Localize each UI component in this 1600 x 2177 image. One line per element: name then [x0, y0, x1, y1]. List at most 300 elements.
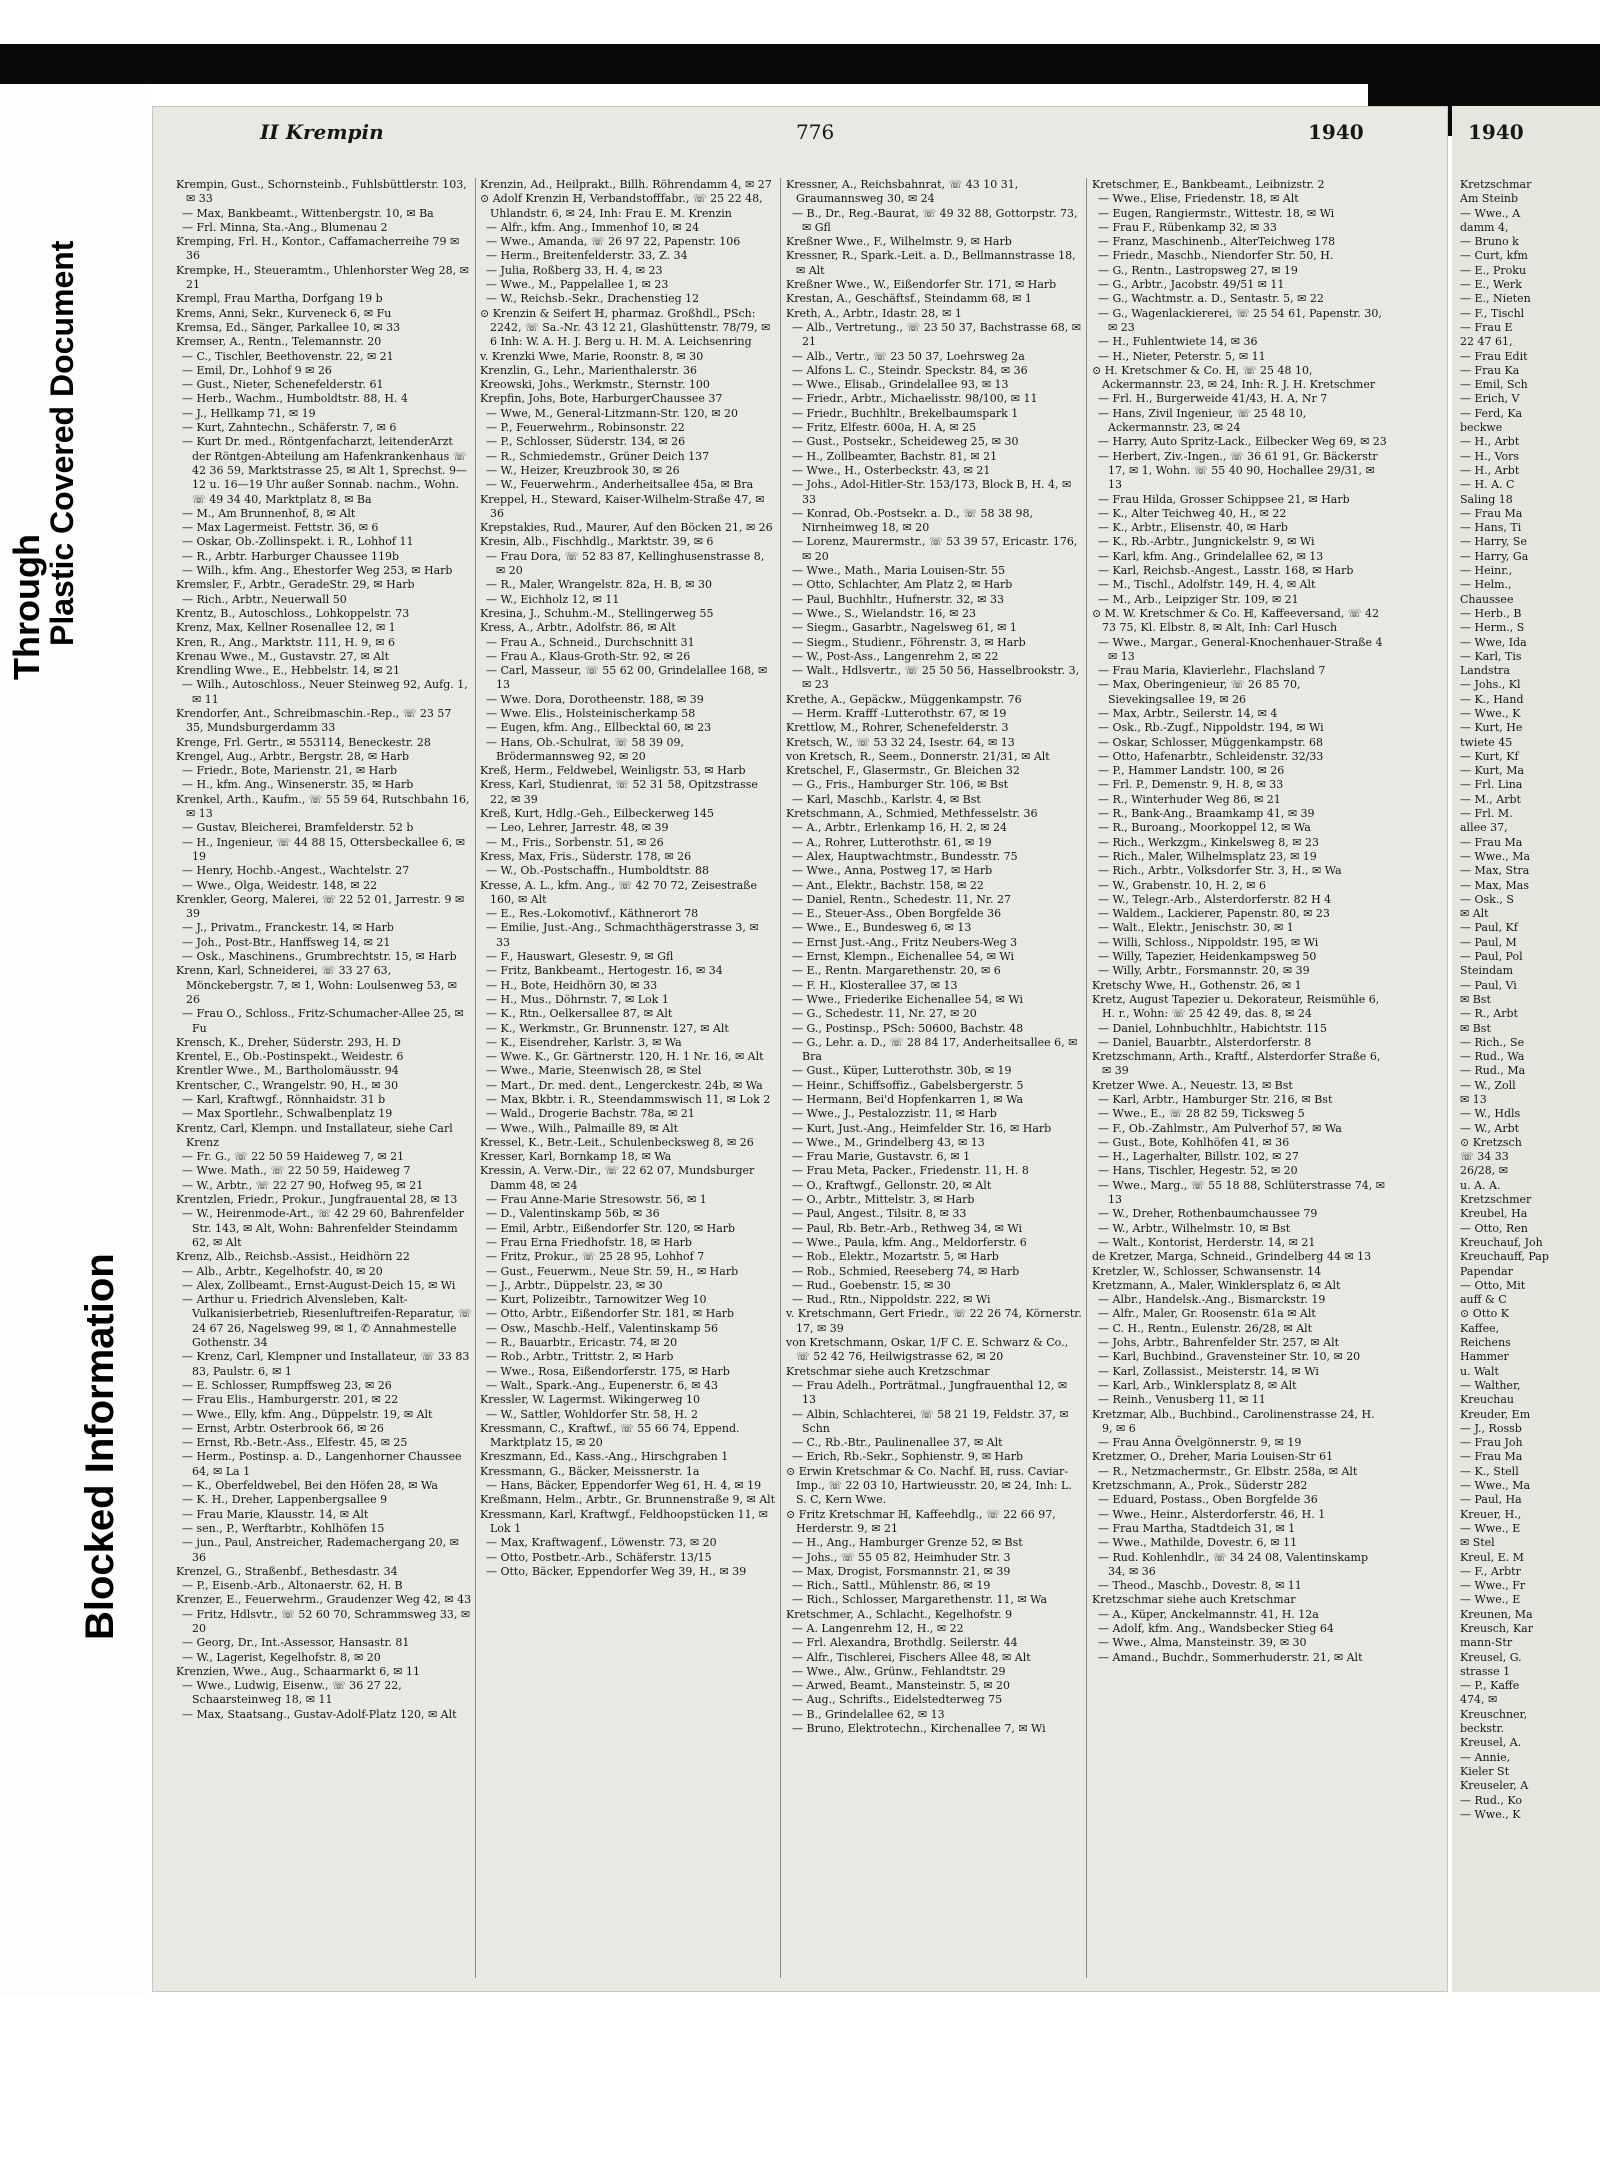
directory-entry: — Ernst Just.-Ang., Fritz Neubers-Weg 3 [792, 935, 1018, 949]
directory-entry: — Fritz, Hdlsvtr., ☏ 52 60 70, Schrammsweg 33, ✉ 20 [182, 1607, 471, 1635]
directory-entry: Krempin, Gust., Schornsteinb., Fuhlsbüttlerstr. 103, ✉ 33 [176, 178, 467, 206]
directory-entry: — R., Maler, Wrangelstr. 82a, H. B, ✉ 30 [486, 578, 712, 592]
directory-entry: — Wwe., M., Pappelallee 1, ✉ 23 [486, 278, 669, 292]
directory-entry: — Bruno, Elektrotechn., Kirchenallee 7, ✉ Wi [792, 1722, 1046, 1736]
next-page-fragment: — F., Arbtr [1460, 1564, 1521, 1578]
directory-entry: — Gust., Bote, Kohlhöfen 41, ✉ 36 [1098, 1135, 1290, 1149]
next-page-fragment: — K., Hand [1460, 692, 1524, 706]
directory-entry: — G., Postinsp., PSch: 50600, Bachstr. 48 [792, 1021, 1024, 1035]
directory-entry: — R., Buroang., Moorkoppel 12, ✉ Wa [1098, 821, 1311, 835]
next-page-fragment: ☏ 34 33 [1460, 1150, 1509, 1164]
next-page-fragment: twiete 45 [1460, 735, 1513, 749]
next-page-fragment: Kreubel, Ha [1460, 1207, 1528, 1221]
directory-entry: — Herm. Krafff -Lutterothstr. 67, ✉ 19 [792, 706, 1007, 720]
directory-entry: — Rich., Sattl., Mühlenstr. 86, ✉ 19 [792, 1579, 991, 1593]
directory-entry: — M., Tischl., Adolfstr. 149, H. 4, ✉ Alt [1098, 578, 1316, 592]
directory-entry: — Frau Anne-Marie Stresowstr. 56, ✉ 1 [486, 1193, 707, 1207]
next-page-fragment: — Frau Joh [1460, 1436, 1523, 1450]
next-page-fragment: — Emil, Sch [1460, 378, 1528, 392]
directory-entry: Krentler Wwe., M., Bartholomäusstr. 94 [176, 1064, 399, 1078]
next-page-fragment: — Otto, Mit [1460, 1278, 1526, 1292]
next-page-fragment: Kreuschner, [1460, 1707, 1528, 1721]
directory-entry: — Paul, Buchhltr., Hufnerstr. 32, ✉ 33 [792, 592, 1004, 606]
directory-entry: Kretzer Wwe. A., Neuestr. 13, ✉ Bst [1092, 1078, 1293, 1092]
directory-entry: — Max, Bkbtr. i. R., Steendammswisch 11, ✉ Lok 2 [486, 1093, 771, 1106]
directory-entry: — K., Rb.-Arbtr., Jungnickelstr. 9, ✉ Wi [1098, 535, 1315, 549]
directory-entry: — B., Grindelallee 62, ✉ 13 [792, 1707, 945, 1721]
directory-entry: — C., Rb.-Btr., Paulinenallee 37, ✉ Alt [792, 1436, 1003, 1450]
directory-entry: — E., Res.-Lokomotivf., Käthnerort 78 [486, 907, 699, 921]
directory-entry: — Rud. Kohlenhdlr., ☏ 34 24 08, Valentinskamp 34, ✉ 36 [1098, 1550, 1369, 1578]
next-page-fragment: ⊙ Otto K [1460, 1307, 1509, 1321]
directory-entry: — Karl, Reichsb.-Angest., Lasstr. 168, ✉ Harb [1098, 564, 1354, 578]
column-divider [780, 178, 781, 1978]
directory-entry: — Wwe., Olga, Weidestr. 148, ✉ 22 [182, 878, 378, 892]
directory-entry: — Wwe., Amanda, ☏ 26 97 22, Papenstr. 106 [486, 235, 741, 249]
directory-entry: — Aug., Schrifts., Eidelstedterweg 75 [792, 1693, 1003, 1707]
directory-entry: — Wwe., Elly, kfm. Ang., Düppelstr. 19, ✉ Alt [182, 1407, 433, 1421]
next-page-fragment: auff & C [1460, 1293, 1507, 1307]
directory-entry: — jun., Paul, Anstreicher, Rademachergang 20, ✉ 36 [182, 1536, 459, 1564]
next-page-fragment: beckstr. [1460, 1722, 1504, 1736]
directory-entry: Kreßner Wwe., F., Wilhelmstr. 9, ✉ Harb [786, 235, 1012, 249]
directory-entry: — Kurt, Zahntechn., Schäferstr. 7, ✉ 6 [182, 421, 397, 435]
directory-entry: — E. Schlosser, Rumpffsweg 23, ✉ 26 [182, 1378, 392, 1392]
directory-entry: Krestan, A., Geschäftsf., Steindamm 68, ✉ 1 [786, 292, 1032, 306]
directory-entry: — F. H., Klosterallee 37, ✉ 13 [792, 978, 958, 992]
directory-entry: Kreszmann, Ed., Kass.-Ang., Hirschgraben 1 [480, 1450, 729, 1464]
next-page-fragment: — Frau Ka [1460, 363, 1520, 377]
directory-entry: — K. H., Dreher, Lappenbergsallee 9 [182, 1493, 388, 1507]
next-page-fragment: — Wwe., K [1460, 706, 1521, 720]
directory-entry: Kreßner Wwe., W., Eißendorfer Str. 171, ✉ Harb [786, 278, 1057, 292]
directory-entry: Kretschmer, A., Schlacht., Kegelhofstr. 9 [786, 1607, 1013, 1621]
directory-entry: — Oskar, Ob.-Zollinspekt. i. R., Lohhof 11 [182, 535, 414, 549]
directory-entry: Kretzler, W., Schlosser, Schwansenstr. 14 [1092, 1264, 1322, 1278]
next-page-fragment: — Wwe., Ma [1460, 849, 1531, 863]
directory-entry: — Frau Hilda, Grosser Schippsee 21, ✉ Harb [1098, 492, 1350, 506]
directory-entry: — Otto, Arbtr., Eißendorfer Str. 181, ✉ Harb [486, 1307, 735, 1321]
directory-entry: — W., Eichholz 12, ✉ 11 [486, 592, 620, 606]
directory-entry: — Karl, Kraftwgf., Rönnhaidstr. 31 b [182, 1093, 386, 1106]
directory-entry: — Franz, Maschinenb., AlterTeichweg 178 [1098, 235, 1336, 249]
directory-entry: Kressner, R., Spark.-Leit. a. D., Bellmannstrasse 18, ✉ Alt [786, 249, 1076, 277]
directory-entry: Krenkel, Arth., Kaufm., ☏ 55 59 64, Rutschbahn 16, ✉ 13 [176, 792, 470, 821]
directory-entry: — Amand., Buchdr., Sommerhuderstr. 21, ✉ Alt [1098, 1650, 1363, 1664]
directory-entry: — Paul, Rb. Betr.-Arb., Rethweg 34, ✉ Wi [792, 1221, 1022, 1235]
directory-entry: — Adolf, kfm. Ang., Wandsbecker Stieg 64 [1098, 1621, 1334, 1635]
next-page-fragment: beckwe [1460, 421, 1503, 435]
next-page-fragment: — W., Arbt [1460, 1121, 1520, 1135]
directory-entry: — P., Eisenb.-Arb., Altonaerstr. 62, H. B [182, 1579, 403, 1593]
directory-entry: — A., Küper, Anckelmannstr. 41, H. 12a [1098, 1607, 1319, 1621]
next-page-fragment: — Herb., B [1460, 606, 1522, 620]
next-page-column [1460, 178, 1600, 1978]
directory-entry: Krenn, Karl, Schneiderei, ☏ 33 27 63, Mönckebergstr. 7, ✉ 1, Wohn: Loulsenweg 53, ✉ 26 [176, 964, 457, 1006]
directory-entry: — J., Arbtr., Düppelstr. 23, ✉ 30 [486, 1278, 663, 1292]
directory-entry: — W., Grabenstr. 10, H. 2, ✉ 6 [1098, 878, 1266, 892]
directory-entry: Krepstakies, Rud., Maurer, Auf den Böcken 21, ✉ 26 [480, 521, 773, 535]
directory-entry: — Max Sportlehr., Schwalbenplatz 19 [182, 1107, 393, 1121]
directory-entry: — K., Arbtr., Elisenstr. 40, ✉ Harb [1098, 521, 1288, 535]
next-page-fragment: — Rich., Se [1460, 1035, 1525, 1049]
directory-entry: — Otto, Postbetr.-Arb., Schäferstr. 13/15 [486, 1550, 712, 1564]
directory-entry: — Walt., Elektr., Jenischstr. 30, ✉ 1 [1098, 921, 1294, 935]
directory-entry: — Emilie, Just.-Ang., Schmachthägerstrasse 3, ✉ 33 [486, 921, 759, 949]
directory-entry: — Siegm., Studienr., Föhrenstr. 3, ✉ Harb [792, 635, 1026, 649]
directory-entry: Kretschy Wwe, H., Gothenstr. 26, ✉ 1 [1092, 978, 1302, 992]
directory-entry: — Daniel, Lohnbuchhltr., Habichtstr. 115 [1098, 1021, 1328, 1035]
directory-entry: — Wwe., Elise, Friedenstr. 18, ✉ Alt [1098, 192, 1299, 206]
directory-entry: — Hans, Tischler, Hegestr. 52, ✉ 20 [1098, 1164, 1298, 1178]
directory-entry: — W., Arbtr., Wilhelmstr. 10, ✉ Bst [1098, 1221, 1291, 1235]
directory-entry: — Wwe., Wilh., Palmaille 89, ✉ Alt [486, 1121, 679, 1135]
directory-entry: — P., Feuerwehrm., Robinsonstr. 22 [486, 421, 685, 435]
directory-entry: — Emil, Dr., Lohhof 9 ✉ 26 [182, 363, 332, 377]
directory-entry: — sen., P., Werftarbtr., Kohlhöfen 15 [182, 1521, 385, 1535]
directory-entry: Kresser, Karl, Bornkamp 18, ✉ Wa [480, 1150, 672, 1164]
directory-entry: — Frau Meta, Packer., Friedenstr. 11, H. 8 [792, 1164, 1029, 1178]
directory-entry: — Wwe. K., Gr. Gärtnerstr. 120, H. 1 Nr. 16, ✉ Alt [486, 1050, 764, 1064]
next-page-fragment: — Rud., Ko [1460, 1793, 1522, 1807]
next-page-fragment: — Rud., Ma [1460, 1064, 1526, 1078]
next-page-fragment: — Heinr., [1460, 564, 1513, 578]
directory-entry: Krenzel, G., Straßenbf., Bethesdastr. 34 [176, 1564, 398, 1578]
directory-entry: — Rich., Arbtr., Volksdorfer Str. 3, H., ✉ Wa [1098, 864, 1342, 878]
directory-entry: Kremser, A., Rentn., Telemannstr. 20 [176, 335, 382, 349]
directory-entry: Krettlow, M., Rohrer, Schenefelderstr. 3 [786, 721, 1009, 735]
directory-entry: Kretschmar siehe auch Kretzschmar [786, 1364, 990, 1378]
next-page-fragment: — Osk., S [1460, 892, 1514, 906]
directory-entry: — Willy, Tapezier, Heidenkampsweg 50 [1098, 950, 1317, 964]
directory-entry: ⊙ M. W. Kretschmer & Co. ℍ, Kaffeeversand, ☏ 42 73 75, Kl. Elbstr. 8, ✉ Alt, Inh: Carl Husch [1092, 606, 1380, 635]
directory-entry: — Willy, Arbtr., Forsmannstr. 20, ✉ 39 [1098, 964, 1310, 978]
directory-entry: — W., Ob.-Postschaffn., Humboldtstr. 88 [486, 864, 709, 878]
directory-entry: — Joh., Post-Btr., Hanffsweg 14, ✉ 21 [182, 935, 391, 949]
directory-entry: — Johs., ☏ 55 05 82, Heimhuder Str. 3 [792, 1550, 1011, 1564]
directory-entry: — Lorenz, Maurermstr., ☏ 53 39 57, Ericastr. 176, ✉ 20 [792, 535, 1078, 563]
directory-entry: — Rud., Goebenstr. 15, ✉ 30 [792, 1278, 951, 1292]
directory-entry: — Wwe. Dora, Dorotheenstr. 188, ✉ 39 [486, 692, 704, 706]
next-page-fragment: Kreuseler, A [1460, 1779, 1529, 1793]
directory-entry: — Rob., Elektr., Mozartstr. 5, ✉ Harb [792, 1250, 999, 1264]
directory-entry: — Walt., Spark.-Ang., Eupenerstr. 6, ✉ 43 [486, 1378, 718, 1392]
next-page-fragment: strasse 1 [1460, 1664, 1511, 1678]
directory-entry: — Karl, Maschb., Karlstr. 4, ✉ Bst [792, 792, 981, 806]
directory-entry: — Wwe., Rosa, Eißendorferstr. 175, ✉ Harb [486, 1364, 730, 1378]
directory-entry: Kretzschmann, A., Prok., Süderstr 282 [1092, 1479, 1308, 1493]
directory-entry: — Emil, Arbtr., Eißendorfer Str. 120, ✉ Harb [486, 1221, 736, 1235]
directory-entry: — Siegm., Gasarbtr., Nagelsweg 61, ✉ 1 [792, 621, 1017, 635]
next-page-fragment: Kreusel, G. [1460, 1650, 1522, 1664]
directory-entry: — Fritz, Bankbeamt., Hertogestr. 16, ✉ 34 [486, 964, 723, 978]
directory-entry: — H., Ingenieur, ☏ 44 88 15, Ottersbeckallee 6, ✉ 19 [182, 835, 465, 863]
directory-entry: Kress, Karl, Studienrat, ☏ 52 31 58, Opitzstrasse 22, ✉ 39 [480, 778, 758, 806]
directory-entry: — K., Oberfeldwebel, Bei den Höfen 28, ✉ Wa [182, 1479, 438, 1493]
directory-entry: — Max, Bankbeamt., Wittenbergstr. 10, ✉ Ba [182, 206, 434, 220]
directory-entry: — Eduard, Postass., Oben Borgfelde 36 [1098, 1493, 1318, 1507]
directory-entry: — A. Langenrehm 12, H., ✉ 22 [792, 1621, 964, 1635]
directory-entry: — Julia, Roßberg 33, H. 4, ✉ 23 [486, 263, 663, 277]
directory-entry: — R., Schmiedemstr., Grüner Deich 137 [486, 449, 710, 463]
directory-entry: — Alfr., kfm. Ang., Immenhof 10, ✉ 24 [486, 220, 700, 234]
directory-entry: — H., kfm. Ang., Winsenerstr. 35, ✉ Harb [182, 778, 414, 792]
directory-entry: — Alfons L. C., Steindr. Speckstr. 84, ✉ 36 [792, 363, 1028, 377]
directory-entry: — Gustav, Bleicherei, Bramfelderstr. 52 b [182, 821, 414, 835]
directory-entry: — Fritz, Prokur., ☏ 25 28 95, Lohhof 7 [486, 1250, 705, 1264]
directory-entry: Kressner, A., Reichsbahnrat, ☏ 43 10 31, Graumannsweg 30, ✉ 24 [786, 178, 1019, 206]
directory-entry: ⊙ H. Kretschmer & Co. ℍ, ☏ 25 48 10, Ackermannstr. 23, ✉ 24, Inh: R. J. H. Kretschmer [1092, 363, 1376, 392]
directory-entry: Krentel, E., Ob.-Postinspekt., Weidestr. 6 [176, 1050, 404, 1064]
directory-entry: Krenzer, E., Feuerwehrm., Graudenzer Weg 42, ✉ 43 [176, 1593, 472, 1607]
directory-entry: — A., Rohrer, Lutterothstr. 61, ✉ 19 [792, 835, 992, 849]
directory-entry: Krenz, Alb., Reichsb.-Assist., Heidhörn 22 [176, 1250, 410, 1264]
directory-entry: Krengel, Aug., Arbtr., Bergstr. 28, ✉ Harb [176, 749, 410, 763]
directory-entry: — W., Arbtr., ☏ 22 27 90, Hofweg 95, ✉ 21 [182, 1178, 424, 1192]
directory-entry: — G., Fris., Hamburger Str. 106, ✉ Bst [792, 778, 1009, 792]
overlay-label-plastic: Plastic Covered Document [44, 240, 80, 646]
directory-entry: — P., Schlosser, Süderstr. 134, ✉ 26 [486, 435, 686, 449]
directory-entry: — B., Dr., Reg.-Baurat, ☏ 49 32 88, Gottorpstr. 73, ✉ Gfl [792, 206, 1078, 234]
directory-entry: — M., Arb., Leipziger Str. 109, ✉ 21 [1098, 592, 1299, 606]
directory-entry: — H., Ang., Hamburger Grenze 52, ✉ Bst [792, 1536, 1023, 1550]
directory-column-2 [480, 178, 776, 1978]
directory-entry: Kressler, W. Lagermst. Wikingerweg 10 [480, 1393, 701, 1407]
next-page-fragment: Saling 18 [1460, 492, 1513, 506]
directory-entry: — Konrad, Ob.-Postsekr. a. D., ☏ 58 38 98, Nirnheimweg 18, ✉ 20 [792, 506, 1033, 535]
directory-entry: — Wwe., Marg., ☏ 55 18 88, Schlüterstrasse 74, ✉ 13 [1098, 1178, 1386, 1207]
directory-entry: — F., Ob.-Zahlmstr., Am Pulverhof 57, ✉ Wa [1098, 1121, 1342, 1135]
next-page-fragment: Kieler St [1460, 1764, 1509, 1778]
directory-entry: Kretzschmar siehe auch Kretschmar [1092, 1593, 1296, 1607]
directory-entry: — Frau Martha, Stadtdeich 31, ✉ 1 [1098, 1521, 1296, 1535]
directory-entry: Krentscher, C., Wrangelstr. 90, H., ✉ 30 [176, 1078, 399, 1092]
directory-entry: — Gust., Küper, Lutterothstr. 30b, ✉ 19 [792, 1064, 1012, 1078]
directory-entry: Kreowski, Johs., Werkmstr., Sternstr. 100 [480, 378, 710, 392]
directory-entry: Kretschmer, E., Bankbeamt., Leibnizstr. 2 [1092, 178, 1325, 191]
next-page-fragment: Landstra [1460, 664, 1510, 678]
directory-entry: — Wwe., Math., Maria Louisen-Str. 55 [792, 564, 1006, 578]
next-page-fragment: — Wwe., K [1460, 1807, 1521, 1821]
directory-entry: — Osk., Rb.-Zugf., Nippoldstr. 194, ✉ Wi [1098, 721, 1324, 735]
next-page-fragment: — J., Rossb [1460, 1421, 1522, 1435]
directory-entry: — W., Telegr.-Arb., Alsterdorferstr. 82 H 4 [1098, 892, 1332, 906]
directory-entry: ⊙ Fritz Kretschmar ℍ, Kaffeehdlg., ☏ 22 66 97, Herderstr. 9, ✉ 21 [786, 1507, 1056, 1535]
column-divider [1086, 178, 1087, 1978]
directory-entry: — Frau O., Schloss., Fritz-Schumacher-Allee 25, ✉ Fu [182, 1007, 464, 1035]
directory-entry: Krentzlen, Friedr., Prokur., Jungfrauental 28, ✉ 13 [176, 1193, 458, 1207]
directory-entry: — H., Mus., Döhrnstr. 7, ✉ Lok 1 [486, 992, 669, 1006]
directory-entry: — Otto, Bäcker, Eppendorfer Weg 39, H., ✉ 39 [486, 1564, 747, 1578]
directory-entry: — Georg, Dr., Int.-Assessor, Hansastr. 81 [182, 1636, 410, 1650]
directory-entry: — Max Lagermeist. Fettstr. 36, ✉ 6 [182, 521, 379, 535]
directory-entry: — Alb., Vertretung., ☏ 23 50 37, Bachstrasse 68, ✉ 21 [792, 320, 1082, 349]
directory-entry: — Eugen, Rangiermstr., Wittestr. 18, ✉ Wi [1098, 206, 1335, 220]
directory-entry: — W., Post-Ass., Langenrehm 2, ✉ 22 [792, 649, 999, 663]
directory-entry: — K., Rtn., Oelkersallee 87, ✉ Alt [486, 1007, 673, 1021]
next-page-fragment: — H., Vors [1460, 449, 1520, 463]
directory-entry: — Otto, Hafenarbtr., Schleidenstr. 32/33 [1098, 749, 1324, 763]
directory-entry: Kremping, Frl. H., Kontor., Caffamacherreihe 79 ✉ 36 [176, 235, 460, 263]
directory-entry: — Willi, Schloss., Nippoldstr. 195, ✉ Wi [1098, 935, 1319, 949]
directory-entry: Kressel, K., Betr.-Leit., Schulenbecksweg 8, ✉ 26 [480, 1135, 754, 1149]
directory-entry: — Karl, Arb., Winklersplatz 8, ✉ Alt [1098, 1378, 1297, 1392]
directory-entry: — Wwe., Paula, kfm. Ang., Meldorferstr. 6 [792, 1235, 1027, 1249]
next-page-fragment: — Kurt, He [1460, 721, 1523, 735]
overlay-label-blocked: Blocked Information [78, 1253, 122, 1640]
next-page-fragment: — Kurt, Kf [1460, 749, 1519, 763]
directory-entry: — Wwe., E., Bundesweg 6, ✉ 13 [792, 921, 972, 935]
directory-entry: — W., Heizer, Kreuzbrook 30, ✉ 26 [486, 463, 680, 477]
next-page-fragment: Papendar [1460, 1264, 1513, 1278]
directory-entry: Krendling Wwe., E., Hebbelstr. 14, ✉ 21 [176, 664, 401, 678]
directory-entry: — Osw., Maschb.-Helf., Valentinskamp 56 [486, 1321, 718, 1335]
directory-entry: — Frau Maria, Klavierlehr., Flachsland 7 [1098, 664, 1326, 678]
directory-entry: — Gust., Nieter, Schenefelderstr. 61 [182, 378, 384, 392]
directory-entry: Kressmann, G., Bäcker, Meissnerstr. 1a [480, 1464, 700, 1478]
next-page-fragment: — P., Kaffe [1460, 1679, 1520, 1693]
next-page-fragment: — Frl. M. [1460, 807, 1513, 821]
directory-entry: — G., Wagenlackiererei, ☏ 25 54 61, Papenstr. 30, ✉ 23 [1098, 306, 1382, 334]
directory-entry: — Frau A., Schneid., Durchschnitt 31 [486, 635, 695, 649]
next-page-fragment: — R., Arbt [1460, 1007, 1518, 1021]
directory-entry: — Wwe., Elisab., Grindelallee 93, ✉ 13 [792, 378, 1009, 392]
next-page-fragment: Kreuchauf, Joh [1460, 1235, 1543, 1249]
next-page-fragment: ⊙ Kretzsch [1460, 1135, 1522, 1149]
next-page-fragment: — Wwe, Ida [1460, 635, 1527, 649]
directory-entry: — Wwe, M., General-Litzmann-Str. 120, ✉ 20 [486, 406, 739, 420]
directory-entry: — E., Rentn. Margarethenstr. 20, ✉ 6 [792, 964, 1001, 978]
directory-entry: — C., Tischler, Beethovenstr. 22, ✉ 21 [182, 349, 394, 363]
directory-entry: — Frl. Alexandra, Brothdlg. Seilerstr. 44 [792, 1636, 1018, 1650]
directory-entry: — Kurt, Just.-Ang., Heimfelder Str. 16, ✉ Harb [792, 1121, 1052, 1135]
scan-border-top [0, 44, 1600, 84]
directory-entry: — Wwe., Friederike Eichenallee 54, ✉ Wi [792, 992, 1023, 1006]
directory-entry: — Wwe., Ludwig, Eisenw., ☏ 36 27 22, Schaarsteinweg 18, ✉ 11 [182, 1679, 402, 1707]
directory-entry: — W., Sattler, Wohldorfer Str. 58, H. 2 [486, 1407, 698, 1421]
directory-entry: — R., Bauarbtr., Ericastr. 74, ✉ 20 [486, 1336, 678, 1350]
directory-entry: — W., Reichsb.-Sekr., Drachenstieg 12 [486, 292, 700, 306]
directory-entry: — Walt., Kontorist, Herderstr. 14, ✉ 21 [1098, 1235, 1316, 1249]
directory-entry: — Rich., Arbtr., Neuerwall 50 [182, 592, 347, 606]
directory-entry: — Alb., Arbtr., Kegelhofstr. 40, ✉ 20 [182, 1264, 383, 1278]
scan-margin-top [0, 0, 1600, 44]
directory-entry: — Wwe., Margar., General-Knochenhauer-Straße 4 ✉ 13 [1098, 635, 1383, 663]
directory-entry: — Max, Kraftwagenf., Löwenstr. 73, ✉ 20 [486, 1536, 717, 1550]
next-page-fragment: ✉ Stel [1460, 1536, 1495, 1550]
next-page-fragment: — Wwe., Ma [1460, 1479, 1531, 1493]
directory-entry: — Kurt Dr. med., Röntgenfacharzt, leitenderArzt der Röntgen-Abteilung am Hafenkrankenhaus ☏ 42 36 59, Marktstrasse 25, ✉ Alt 1, Sprechst. 9—12 u. 16—19 Uhr außer Sonnab. nachm., Wohn. ☏ 49 34 40, Marktplatz 8, ✉ Ba [182, 435, 468, 506]
directory-entry: — Wwe. Elis., Holsteinischerkamp 58 [486, 706, 696, 720]
directory-entry: — Wwe., J., Pestalozzistr. 11, ✉ Harb [792, 1107, 997, 1121]
directory-entry: Kresina, J., Schuhm.-M., Stellingerweg 55 [480, 606, 714, 620]
directory-entry: — K., Eisendreher, Karlstr. 3, ✉ Wa [486, 1035, 682, 1049]
directory-entry: — Herm., Postinsp. a. D., Langenhorner Chaussee 64, ✉ La 1 [182, 1450, 462, 1478]
next-page-fragment: damm 4, [1460, 220, 1509, 234]
directory-entry: — J., Privatm., Franckestr. 14, ✉ Harb [182, 921, 394, 935]
directory-entry: Krenkler, Georg, Malerei, ☏ 22 52 01, Jarrestr. 9 ✉ 39 [176, 892, 465, 921]
next-page-fragment: — W., Zoll [1460, 1078, 1516, 1092]
running-title: II Krempin [260, 120, 384, 144]
directory-entry: — Herm., Breitenfelderstr. 33, Z. 34 [486, 249, 688, 263]
next-page-fragment: — Wwe., Fr [1460, 1579, 1526, 1593]
directory-entry: — Karl, Arbtr., Hamburger Str. 216, ✉ Bst [1098, 1093, 1333, 1106]
directory-entry: — Arwed, Beamt., Mansteinstr. 5, ✉ 20 [792, 1679, 1011, 1693]
directory-entry: — Osk., Maschinens., Grumbrechtstr. 15, ✉ Harb [182, 950, 457, 964]
directory-entry: Kreß, Kurt, Hdlg.-Geh., Eilbeckerweg 145 [480, 807, 715, 821]
directory-entry: — Wwe., Mathilde, Dovestr. 6, ✉ 11 [1098, 1536, 1298, 1550]
directory-entry: — Max, Staatsang., Gustav-Adolf-Platz 120, ✉ Alt [182, 1707, 457, 1721]
directory-entry: — H., Bote, Heidhörn 30, ✉ 33 [486, 978, 658, 992]
directory-entry: Krenzlin, G., Lehr., Marienthalerstr. 36 [480, 363, 697, 377]
directory-entry: — Frau F., Rübenkamp 32, ✉ 33 [1098, 220, 1277, 234]
directory-entry: — Rich., Maler, Wilhelmsplatz 23, ✉ 19 [1098, 849, 1317, 863]
next-page-fragment: — K., Stell [1460, 1464, 1519, 1478]
next-page-fragment: ✉ 13 [1460, 1093, 1487, 1106]
directory-entry: — Max, Oberingenieur, ☏ 26 85 70, Sievekingsallee 19, ✉ 26 [1098, 678, 1301, 706]
directory-entry: — Max, Drogist, Forsmannstr. 21, ✉ 39 [792, 1564, 1011, 1578]
next-page-fragment: Kretzschmar [1460, 178, 1532, 191]
directory-entry: Krenz, Max, Kellner Rosenallee 12, ✉ 1 [176, 621, 396, 635]
directory-entry: Krenzien, Wwe., Aug., Schaarmarkt 6, ✉ 11 [176, 1664, 420, 1678]
directory-entry: — Henry, Hochb.-Angest., Wachtelstr. 27 [182, 864, 410, 878]
next-page-edge [1452, 106, 1600, 1992]
directory-entry: Kretzschmann, Arth., Kraftf., Alsterdorfer Straße 6, ✉ 39 [1092, 1050, 1381, 1078]
next-page-fragment: — Wwe., E [1460, 1521, 1521, 1535]
next-page-fragment: — Karl, Tis [1460, 649, 1522, 663]
directory-entry: — Alb., Vertr., ☏ 23 50 37, Loehrsweg 2a [792, 349, 1025, 363]
directory-entry: ⊙ Adolf Krenzin ℍ, Verbandstofffabr., ☏ 25 22 48, Uhlandstr. 6, ✉ 24, Inh: Frau E. M. Krenzin [480, 192, 763, 220]
next-page-fragment: Kretzschmer [1460, 1193, 1532, 1207]
directory-entry: — Frau Adelh., Porträtmal., Jungfrauenthal 12, ✉ 13 [792, 1378, 1068, 1407]
directory-entry: — Hans, Ob.-Schulrat, ☏ 58 39 09, Brödermannsweg 92, ✉ 20 [486, 735, 684, 763]
directory-entry: Kretschmann, A., Schmied, Methfesselstr. 36 [786, 807, 1038, 821]
directory-entry: — Alfr., Tischlerei, Fischers Allee 48, ✉ Alt [792, 1650, 1031, 1664]
column-divider [475, 178, 476, 1978]
directory-entry: — Otto, Schlachter, Am Platz 2, ✉ Harb [792, 578, 1013, 592]
next-page-fragment: Kreuchauff, Pap [1460, 1250, 1549, 1264]
directory-entry: — Johs, Arbtr., Bahrenfelder Str. 257, ✉ Alt [1098, 1336, 1340, 1350]
directory-column-3 [786, 178, 1082, 1978]
next-page-fragment: allee 37, [1460, 821, 1508, 835]
next-page-fragment: — Paul, Pol [1460, 950, 1523, 964]
next-page-fragment: Hammer [1460, 1350, 1509, 1364]
directory-entry: — W., Lagerist, Kegelhofstr. 8, ✉ 20 [182, 1650, 381, 1664]
next-page-fragment: — Frl. Lina [1460, 778, 1523, 792]
directory-entry: — R., Winterhuder Weg 86, ✉ 21 [1098, 792, 1281, 806]
directory-entry: — Harry, Auto Spritz-Lack., Eilbecker Weg 69, ✉ 23 [1098, 435, 1387, 449]
next-page-fragment: Am Steinb [1460, 192, 1518, 206]
directory-entry: — Mart., Dr. med. dent., Lengerckestr. 24b, ✉ Wa [486, 1078, 763, 1092]
directory-entry: — Daniel, Bauarbtr., Alsterdorferstr. 8 [1098, 1035, 1312, 1049]
next-page-fragment: Kreusel, A. [1460, 1736, 1522, 1750]
directory-entry: Kremsa, Ed., Sänger, Parkallee 10, ✉ 33 [176, 320, 401, 334]
directory-entry: Kremsler, F., Arbtr., GeradeStr. 29, ✉ Harb [176, 578, 415, 592]
directory-entry: — W., Feuerwehrm., Anderheitsallee 45a, ✉ Bra [486, 478, 754, 492]
directory-entry: — Hermann, Bei'd Hopfenkarren 1, ✉ Wa [792, 1093, 1024, 1106]
directory-entry: Kretzmer, O., Dreher, Maria Louisen-Str 61 [1092, 1450, 1334, 1464]
next-page-fragment: Kreusch, Kar [1460, 1621, 1533, 1635]
directory-entry: — Frau A., Klaus-Groth-Str. 92, ✉ 26 [486, 649, 691, 663]
next-page-fragment: — Hans, Ti [1460, 521, 1522, 535]
directory-entry: — Karl, Buchbind., Gravensteiner Str. 10, ✉ 20 [1098, 1350, 1361, 1364]
directory-entry: ⊙ Erwin Kretschmar & Co. Nachf. ℍ, russ. Caviar-Imp., ☏ 22 03 10, Hartwieusstr. 20, ✉ 24, Inh: L. S. C, Kern Wwe. [786, 1464, 1072, 1507]
directory-entry: — Fr. G., ☏ 22 50 59 Haideweg 7, ✉ 21 [182, 1150, 405, 1164]
next-page-fragment: — H. A. C [1460, 478, 1515, 492]
next-page-fragment: — H., Arbt [1460, 435, 1520, 449]
next-page-fragment: Kreuchau [1460, 1393, 1514, 1407]
next-page-fragment: 26/28, ✉ [1460, 1164, 1508, 1178]
